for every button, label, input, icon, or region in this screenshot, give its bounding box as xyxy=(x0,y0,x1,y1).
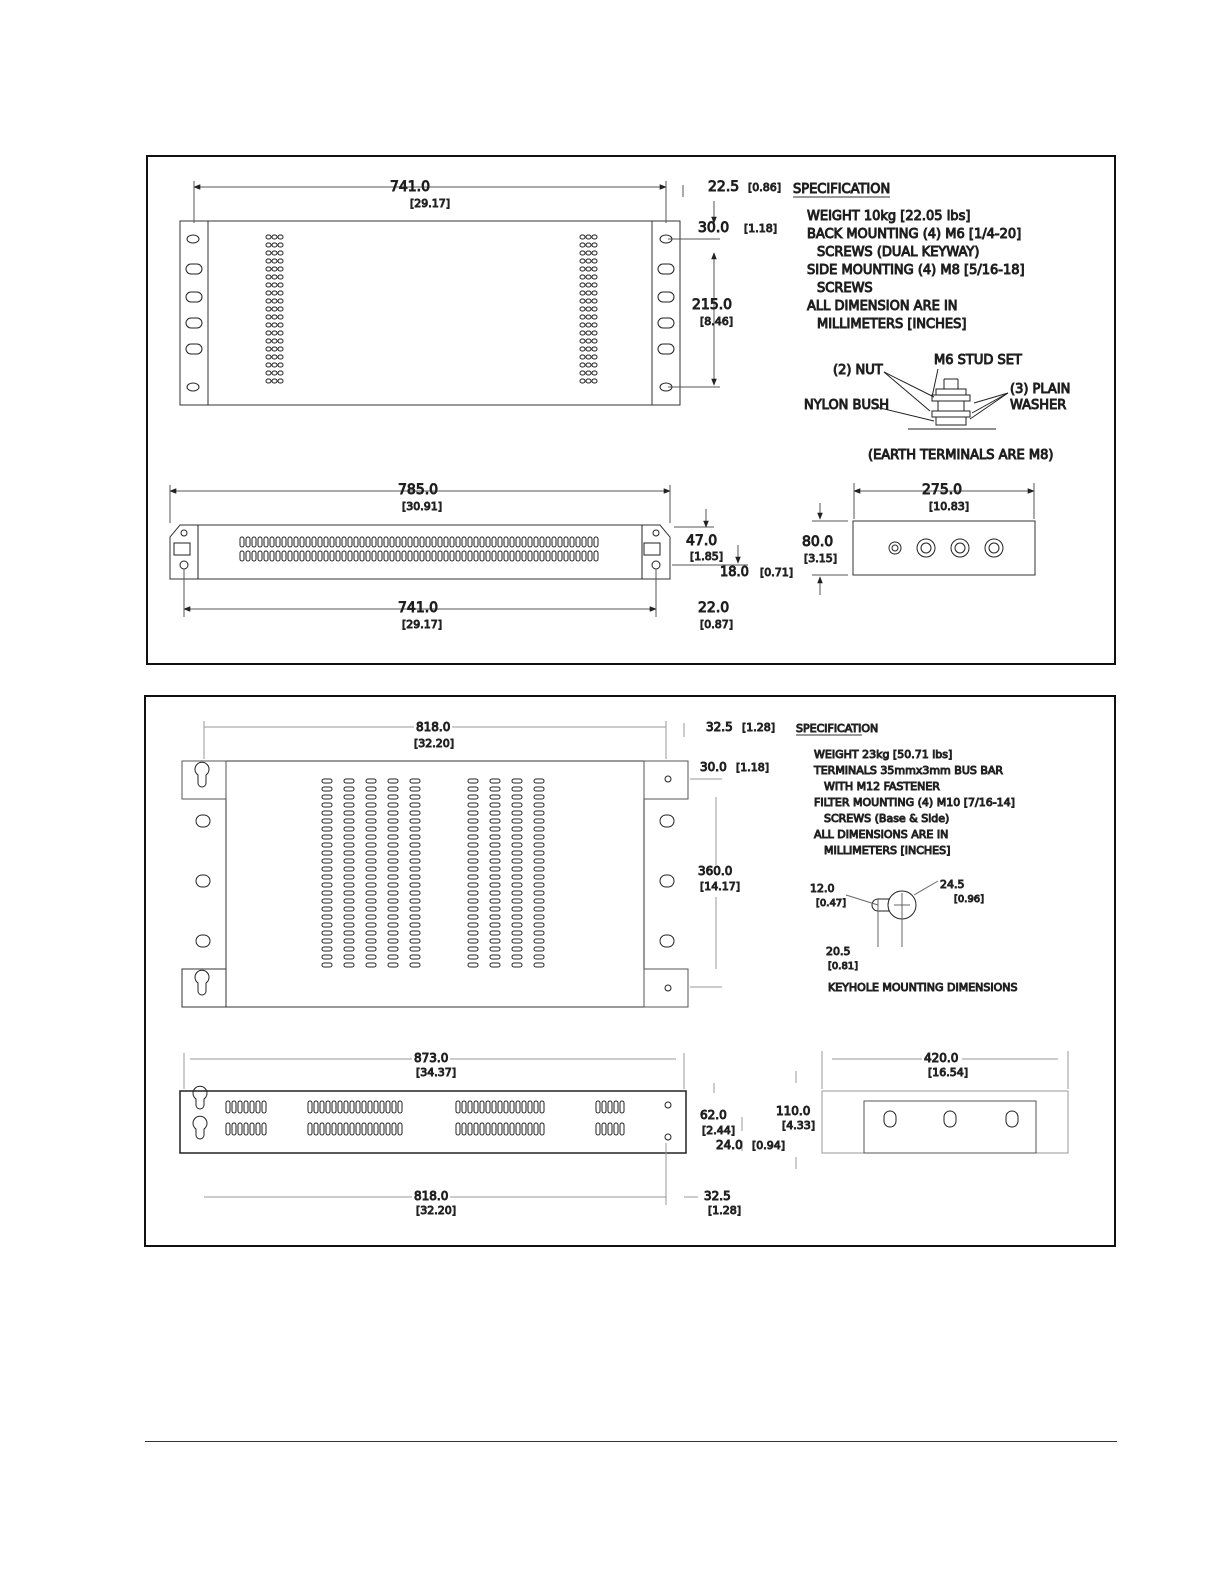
dim-height-in: [14.17] xyxy=(700,880,741,893)
dim-side-height-in: [2.44] xyxy=(702,1124,736,1137)
spec-title: SPECIFICATION xyxy=(796,722,879,735)
earth-terminal-note: (EARTH TERMINALS ARE M8) xyxy=(868,448,1054,463)
side-view-housing xyxy=(180,1086,686,1153)
dim-side-offset: 32.5 xyxy=(704,1189,731,1203)
dim-side-hole-height: 24.0 xyxy=(716,1138,743,1152)
dim-side-offset-in: [1.28] xyxy=(708,1204,742,1217)
dim-side-overall: 873.0 xyxy=(414,1051,449,1065)
stud-label: M6 STUD SET xyxy=(934,353,1022,368)
dim-side-height: 47.0 xyxy=(686,533,718,549)
vent-slots-side xyxy=(226,1101,624,1135)
dim-end-height-in: [3.15] xyxy=(804,552,838,565)
dim-top-offset: 22.5 xyxy=(708,179,740,195)
dim-side-height: 62.0 xyxy=(700,1108,727,1122)
keyhole-dim-b-in: [0.96] xyxy=(954,894,985,905)
spec-line: TERMINALS 35mmx3mm BUS BAR xyxy=(814,764,1004,777)
keyhole-title: KEYHOLE MOUNTING DIMENSIONS xyxy=(828,981,1018,994)
dim-end-width: 275.0 xyxy=(922,482,963,498)
top-view-housing xyxy=(182,761,688,1007)
stud-set-detail xyxy=(876,369,1008,429)
spec-line: WITH M12 FASTENER xyxy=(824,780,940,793)
keyhole-dim-a: 12.0 xyxy=(810,882,835,895)
dim-side-hole-length-in: [32.20] xyxy=(416,1204,457,1217)
dim-height: 360.0 xyxy=(698,864,733,878)
dim-end-width-in: [10.83] xyxy=(929,500,970,513)
dim-hole-offset-in: [1.18] xyxy=(736,761,770,774)
spec-line: SCREWS (Base & Side) xyxy=(824,812,950,825)
vent-slots-left xyxy=(266,235,283,383)
end-terminals xyxy=(884,1111,1018,1127)
dimension-lines-top xyxy=(194,181,720,387)
washer-label: (3) PLAIN xyxy=(1010,382,1071,397)
drawing-panel-23kg xyxy=(144,695,1116,1247)
dim-side-hole-height: 18.0 xyxy=(720,565,749,580)
end-view-housing xyxy=(853,521,1035,575)
dim-top-length: 741.0 xyxy=(389,179,431,195)
keyhole-dim-b: 24.5 xyxy=(940,878,965,891)
spec-line: ALL DIMENSIONS ARE IN xyxy=(814,828,949,841)
keyhole-dim-a-in: [0.47] xyxy=(816,898,847,909)
spec-line: BACK MOUNTING (4) M6 [1/4-20] xyxy=(807,227,1022,242)
specification-block xyxy=(793,182,1025,332)
dim-height: 215.0 xyxy=(692,297,733,313)
dim-end-width: 420.0 xyxy=(924,1051,959,1065)
spec-title: SPECIFICATION xyxy=(793,182,891,197)
terminal-studs xyxy=(186,264,674,354)
dim-side-overall-in: [34.37] xyxy=(416,1066,457,1079)
top-view-housing xyxy=(180,221,680,405)
end-view-housing xyxy=(822,1091,1068,1153)
dim-side-hole-length: 741.0 xyxy=(398,600,439,616)
dim-top-length-in: [29.17] xyxy=(409,197,451,210)
dim-hole-offset-in: [1.18] xyxy=(744,222,778,235)
dim-side-overall: 785.0 xyxy=(398,482,439,498)
dim-side-height-in: [1.85] xyxy=(690,550,724,563)
spec-line: SCREWS (DUAL KEYWAY) xyxy=(817,245,980,260)
dim-top-length-in: [32.20] xyxy=(414,737,455,750)
specification-block xyxy=(796,722,1015,857)
bus-bar-terminals xyxy=(196,815,674,947)
dim-side-offset-in: [0.87] xyxy=(700,618,734,631)
dim-end-height: 110.0 xyxy=(776,1104,811,1118)
drawing-panel-10kg xyxy=(146,155,1116,665)
dim-hole-offset: 30.0 xyxy=(698,220,730,236)
dim-side-hole-length-in: [29.17] xyxy=(402,618,443,631)
spec-line: MILLIMETERS [INCHES] xyxy=(817,317,967,332)
dim-side-hole-height-in: [0.94] xyxy=(752,1139,786,1152)
dim-end-height: 80.0 xyxy=(802,534,834,550)
spec-line: FILTER MOUNTING (4) M10 [7/16-14] xyxy=(814,796,1015,809)
vent-slots-side xyxy=(240,537,598,561)
keyhole-dim-c: 20.5 xyxy=(826,945,851,958)
vent-slots xyxy=(322,779,544,967)
keyhole-dim-c-in: [0.81] xyxy=(828,961,859,972)
dim-end-width-in: [16.54] xyxy=(928,1066,969,1079)
dim-side-offset: 22.0 xyxy=(698,600,730,616)
dim-side-hole-height-in: [0.71] xyxy=(760,566,794,579)
spec-line: ALL DIMENSION ARE IN xyxy=(807,299,958,314)
page-footer-rule xyxy=(145,1441,1117,1442)
spec-line: SIDE MOUNTING (4) M8 [5/16-18] xyxy=(807,263,1025,278)
keyhole-detail xyxy=(846,881,938,947)
nut-label: (2) NUT xyxy=(833,363,883,378)
side-view-housing xyxy=(170,525,670,579)
spec-line: SCREWS xyxy=(817,281,873,296)
dim-top-offset: 32.5 xyxy=(706,720,733,734)
spec-line: MILLIMETERS [INCHES] xyxy=(824,844,951,857)
dim-top-offset-in: [0.86] xyxy=(748,181,782,194)
washer-label: WASHER xyxy=(1010,398,1067,413)
dim-top-length: 818.0 xyxy=(416,720,451,734)
spec-line: WEIGHT 23kg [50.71 lbs] xyxy=(814,748,953,761)
dim-height-in: [8.46] xyxy=(700,315,734,328)
dim-top-offset-in: [1.28] xyxy=(742,721,776,734)
dim-hole-offset: 30.0 xyxy=(700,760,727,774)
dim-end-height-in: [4.33] xyxy=(782,1119,816,1132)
dim-side-overall-in: [30.91] xyxy=(402,500,443,513)
bush-label: NYLON BUSH xyxy=(804,398,889,413)
vent-slots-right xyxy=(580,235,597,383)
spec-line: WEIGHT 10kg [22.05 lbs] xyxy=(807,209,971,224)
dim-side-hole-length: 818.0 xyxy=(414,1189,449,1203)
